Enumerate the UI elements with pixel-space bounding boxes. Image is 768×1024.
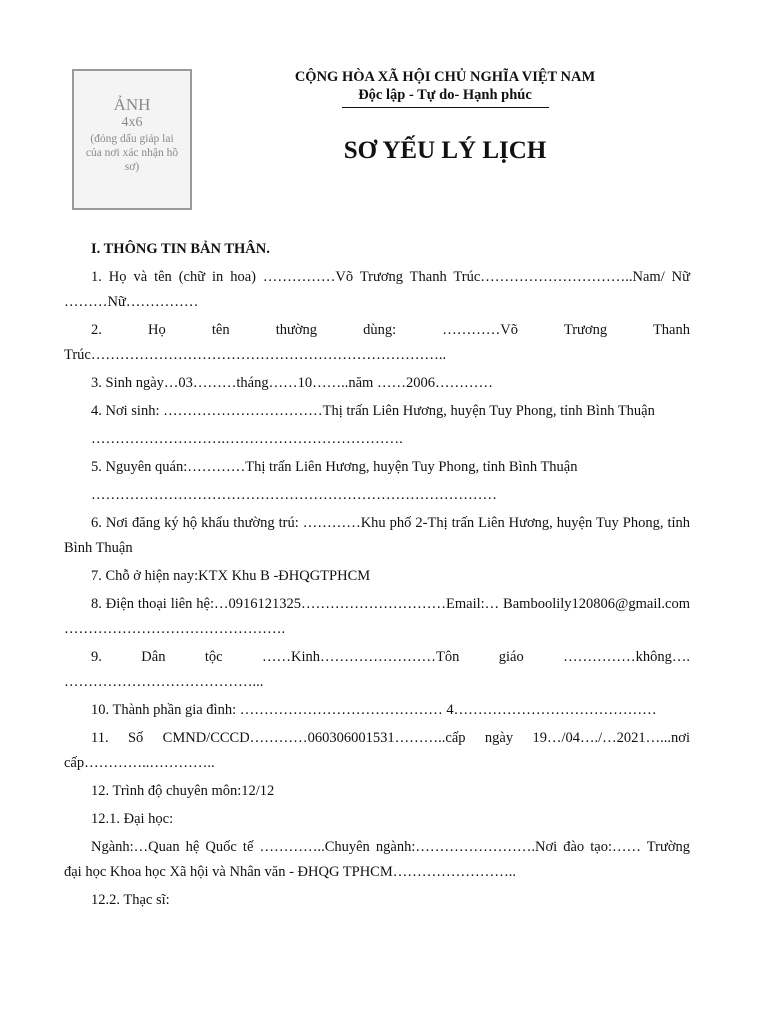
field-ethnicity-religion: 9. Dân tộc ……Kinh……………………Tôn giáo ……………không…. …………………………………... xyxy=(64,649,690,690)
field-phone-email: 8. Điện thoại liên hệ:…0916121325…………………………Email:… Bamboolily120806@gmail.com ………………………………………. xyxy=(64,596,690,637)
field-birth-date: 3. Sinh ngày…03………tháng……10……..năm ……2006………… xyxy=(91,375,493,391)
field-family-class: 10. Thành phần gia đình: …………………………………… 4…………………………………… xyxy=(91,702,657,718)
photo-placeholder xyxy=(72,69,192,210)
field-university-heading: 12.1. Đại học: xyxy=(91,811,174,827)
document-header xyxy=(260,69,630,166)
field-masters-heading: 12.2. Thạc sĩ: xyxy=(91,892,170,908)
field-full-name: 1. Họ và tên (chữ in hoa) ……………Võ Trương Thanh Trúc…………………………..Nam/ Nữ ………Nữ…………… xyxy=(64,269,690,310)
photo-size: 4x6 xyxy=(121,115,143,130)
field-id-number: 11. Số CMND/CCCD…………060306001531………..cấp ngày 19…/04…./…2021…...nơi cấp…………..………….. xyxy=(64,730,690,771)
document-title: SƠ YẾU LÝ LỊCH xyxy=(343,137,547,164)
section-heading: I. THÔNG TIN BẢN THÂN. xyxy=(91,241,270,257)
national-motto: Độc lập - Tự do- Hạnh phúc xyxy=(358,87,532,103)
photo-label: ẢNH xyxy=(113,95,151,114)
field-permanent-residence: 6. Nơi đăng ký hộ khẩu thường trú: …………Khu phố 2-Thị trấn Liên Hương, huyện Tuy Phong, tỉnh Bình Thuận xyxy=(64,515,690,556)
photo-note: (đóng dấu giáp lai của nơi xác nhận hồ sơ) xyxy=(85,133,179,173)
field-birth-place-extra: ……………………….………………………………. xyxy=(91,431,403,447)
field-common-name: 2. Họ tên thường dùng: …………Võ Trương Thanh Trúc……………………………………………………………….. xyxy=(64,322,690,363)
field-birth-place: 4. Nơi sinh: ……………………………Thị trấn Liên Hương, huyện Tuy Phong, tỉnh Bình Thuận xyxy=(91,403,655,419)
national-title: CỘNG HÒA XÃ HỘI CHỦ NGHĨA VIỆT NAM xyxy=(294,69,596,85)
field-current-address: 7. Chỗ ở hiện nay:KTX Khu B -ĐHQGTPHCM xyxy=(91,568,371,584)
field-hometown: 5. Nguyên quán:…………Thị trấn Liên Hương, huyện Tuy Phong, tỉnh Bình Thuận xyxy=(91,459,578,475)
field-university-details: Ngành:…Quan hệ Quốc tế …………..Chuyên ngành:…………………….Nơi đào tạo:…… Trường đại học Khoa học Xã hội và Nhân văn - ĐHQG TPHCM…………………….. xyxy=(64,839,690,880)
document-body xyxy=(64,237,690,916)
field-qualification: 12. Trình độ chuyên môn:12/12 xyxy=(91,783,275,799)
field-hometown-extra: ………………………………………………………………………… xyxy=(91,487,497,503)
motto-underline xyxy=(342,107,549,108)
